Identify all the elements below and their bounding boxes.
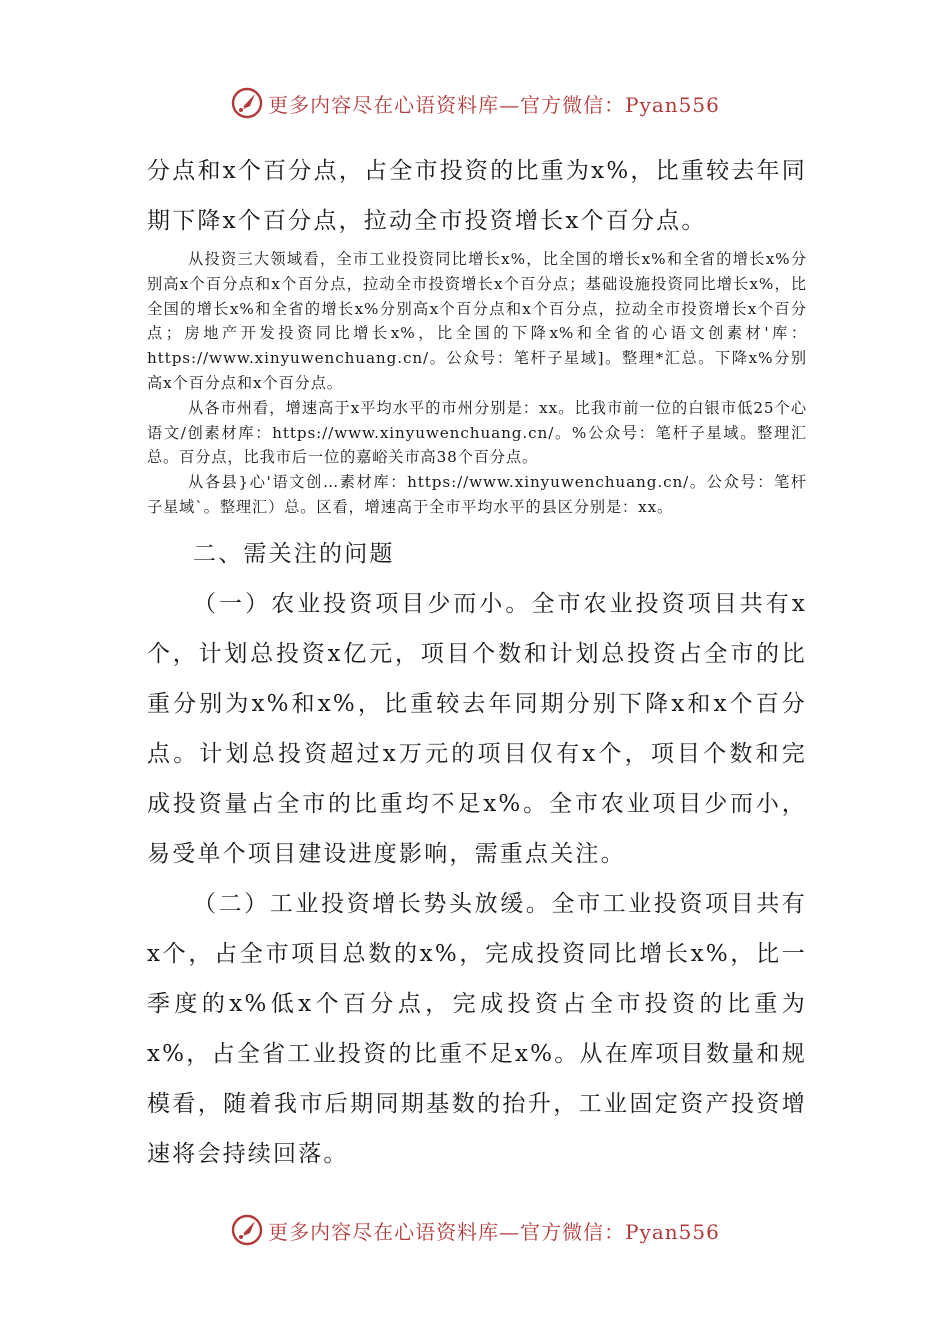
paragraph-investment-share: 分点和x个百分点，占全市投资的比重为x%，比重较去年同期下降x个百分点，拉动全市投资增长x个百分点。 xyxy=(147,158,807,234)
quill-logo-icon xyxy=(230,86,264,120)
document-body xyxy=(147,146,807,1179)
paragraph-three-sectors: 从投资三大领域看，全市工业投资同比增长x%，比全国的增长x%和全省的增长x%分别高x个百分点和x个百分点，拉动全市投资增长x个百分点；基础设施投资同比增长x%，比全国的增长x%和全省的增长x%分别高x个百分点和x个百分点，拉动全市投资增长x个百分点；房地产开发投资同比增长x%，比全国的下降x%和全省的心语文创素材'库：https://www.xinyuwenchuang.cn/。公众号：笔杆子星域]。整理*汇总。下降x%分别高x个百分点和x个百分点。 xyxy=(147,250,807,392)
watermark-text: 更多内容尽在心语资料库—官方微信：Pyan556 xyxy=(268,92,720,117)
paragraph-industry-issue: （二）工业投资增长势头放缓。全市工业投资项目共有x个，占全市项目总数的x%，完成投资同比增长x%，比一季度的x%低x个百分点，完成投资占全市投资的比重为x%，占全省工业投资的比重不足x%。从在库项目数量和规模看，随着我市后期同期基数的抬升，工业固定资产投资增速将会持续回落。 xyxy=(147,890,807,1167)
paragraph-counties: 从各县}心'语文创…素材库：https://www.xinyuwenchuang.cn/。公众号：笔杆子星域`。整理汇）总。区看，增速高于全市平均水平的县区分别是：xx。 xyxy=(147,473,807,516)
footer-watermark-banner xyxy=(0,1210,950,1250)
small-print-section xyxy=(147,247,807,520)
paragraph-city-prefectures: 从各市州看，增速高于x平均水平的市州分别是：xx。比我市前一位的白银市低25个心语文/创素材库：https://www.xinyuwenchuang.cn/。%公众号：笔杆子星域。整理汇总。百分点，比我市后一位的嘉峪关市高38个百分点。 xyxy=(147,398,807,467)
paragraph-agriculture-issue: （一）农业投资项目少而小。全市农业投资项目共有x个，计划总投资x亿元，项目个数和计划总投资占全市的比重分别为x%和x%，比重较去年同期分别下降x和x个百分点。计划总投资超过x万元的项目仅有x个，项目个数和完成投资量占全市的比重均不足x%。全市农业项目少而小，易受单个项目建设进度影响，需重点关注。 xyxy=(147,590,807,867)
section-heading: 二、需关注的问题 xyxy=(193,540,395,567)
header-watermark-banner xyxy=(0,83,950,123)
watermark-text: 更多内容尽在心语资料库—官方微信：Pyan556 xyxy=(268,1219,720,1244)
quill-logo-icon xyxy=(230,1213,264,1247)
